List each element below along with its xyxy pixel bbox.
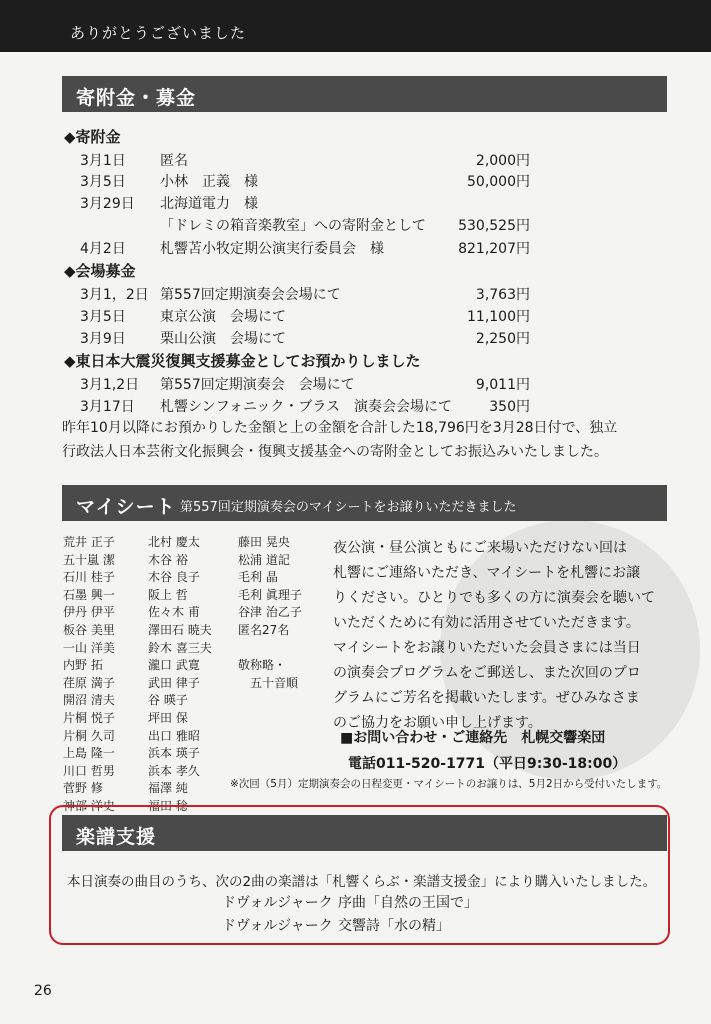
name-item: 藤田 晃央 <box>238 535 290 549</box>
work-composer: ドヴォルジャーク <box>222 895 333 911</box>
name-item: 五十嵐 潔 <box>63 552 115 567</box>
score-heading: 楽譜支援 <box>76 826 157 848</box>
row-date: 3月5日 <box>80 309 126 325</box>
row-name: 札響シンフォニック・ブラス 演奏会会場にて <box>160 399 452 415</box>
honorific-note: 敬称略・ <box>238 658 287 673</box>
page-number: 26 <box>34 983 52 999</box>
name-item: 石川 桂子 <box>63 570 115 585</box>
row-date: 3月17日 <box>80 399 135 415</box>
name-item: 阪上 哲 <box>148 587 188 602</box>
mysheet-description <box>333 536 663 736</box>
order-note: 五十音順 <box>238 675 299 690</box>
name-item: 北村 慶太 <box>148 535 200 549</box>
mysheet-note: ※次回（5月）定期演奏会の日程変更・マイシートのお譲りは、5月2日から受付いたします。 <box>230 778 668 790</box>
names-column-1 <box>63 534 115 816</box>
description-line: の演奏会プログラムをご郵送し、また次回のプロ <box>333 665 641 681</box>
donation-summary <box>62 416 662 464</box>
name-item: 澤田石 暁夫 <box>148 622 212 637</box>
row-name: 第557回定期演奏会 会場にて <box>160 377 355 393</box>
donation-section-header <box>62 76 667 112</box>
name-item: 石墨 興一 <box>63 587 115 602</box>
name-item: 佐々木 甫 <box>148 605 200 620</box>
description-line: グラムにご芳名を掲載いたします。ぜひみなさま <box>333 690 640 706</box>
name-item: 谷津 治乙子 <box>238 605 302 620</box>
description-line: マイシートをお譲りいただいた会員さまには当日 <box>333 640 641 656</box>
row-amount: 50,000円 <box>467 174 530 190</box>
mysheet-subtitle: 第557回定期演奏会のマイシートをお譲りいただきました <box>180 500 517 515</box>
name-item: 浜本 瑛子 <box>148 746 200 761</box>
name-item: 毛利 眞理子 <box>238 587 302 602</box>
summary-line: 行政法人日本芸術文化振興会・復興支援基金への寄附金としてお振込みいたしました。 <box>62 444 608 460</box>
description-line: のご協力をお願い申し上げます。 <box>333 715 542 731</box>
work-composer: ドヴォルジャーク <box>222 918 333 934</box>
name-item: 伊丹 伊平 <box>63 605 115 620</box>
row-name: 小林 正義 様 <box>160 174 258 190</box>
name-item: 神部 洋史 <box>63 798 115 813</box>
name-item: 谷 暎子 <box>148 693 188 708</box>
category-venue: ◆会場募金 <box>64 262 136 280</box>
row-name: 北海道電力 様 <box>160 196 258 212</box>
row-amount: 350円 <box>489 399 530 415</box>
name-item: 開沼 清夫 <box>63 693 115 708</box>
name-item: 武田 律子 <box>148 675 200 690</box>
name-item: 松浦 道記 <box>238 552 290 567</box>
top-banner <box>0 0 711 52</box>
category-donation: ◆寄附金 <box>64 128 121 146</box>
name-item: 福澤 純 <box>148 781 188 796</box>
row-amount: 3,763円 <box>475 287 530 303</box>
row-name: 「ドレミの箱音楽教室」への寄附金として <box>160 218 426 234</box>
name-item: 荒井 正子 <box>63 535 115 549</box>
row-amount: 11,100円 <box>467 309 530 325</box>
name-item: 浜本 孝久 <box>148 763 200 778</box>
page-banner-title: ありがとうございました <box>70 24 247 42</box>
name-item: 片桐 悦子 <box>63 710 115 725</box>
row-date: 3月9日 <box>80 331 126 347</box>
row-amount: 9,011円 <box>475 377 530 393</box>
mysheet-heading: マイシート <box>76 496 176 518</box>
names-column-3 <box>238 534 302 692</box>
description-line: いただくために有効に活用させていただきます。 <box>333 615 640 631</box>
score-section-header <box>62 815 667 851</box>
description-line: 夜公演・昼公演ともにご来場いただけない回は <box>333 540 627 556</box>
name-item <box>238 640 302 658</box>
description-line: りください。ひとりでも多くの方に演奏会を聴いて <box>333 590 655 606</box>
work-title: 序曲「自然の王国で」 <box>338 895 478 911</box>
row-date: 3月1,2日 <box>80 377 140 393</box>
names-column-2 <box>148 534 212 816</box>
row-amount: 821,207円 <box>458 241 530 257</box>
row-amount: 530,525円 <box>458 218 530 234</box>
name-item: 菅野 修 <box>63 781 103 796</box>
row-date: 3月29日 <box>80 196 135 212</box>
work-title: 交響詩「水の精」 <box>338 918 450 934</box>
name-item: 福田 稔 <box>148 798 188 813</box>
donation-heading: 寄附金・募金 <box>76 87 197 109</box>
row-date: 3月1日 <box>80 153 126 169</box>
category-relief: ◆東日本大震災復興支援募金としてお預かりしました <box>64 352 421 370</box>
mysheet-section-header <box>62 485 667 521</box>
description-line: 札響にご連絡いただき、マイシートを札響にお譲 <box>333 565 641 581</box>
name-item: 木谷 良子 <box>148 570 200 585</box>
summary-line: 昨年10月以降にお預かりした金額と上の金額を合計した18,796円を3月28日付で、独立 <box>62 420 618 436</box>
row-date: 3月5日 <box>80 174 126 190</box>
row-name: 第557回定期演奏会会場にて <box>160 287 341 303</box>
row-date: 4月2日 <box>80 241 126 257</box>
score-text: 本日演奏の曲目のうち、次の2曲の楽譜は「札響くらぶ・楽譜支援金」により購入いたしました。 <box>67 874 657 890</box>
row-date: 3月1，2日 <box>80 287 149 303</box>
name-item: 瀧口 武寛 <box>148 658 200 673</box>
row-name: 札響苫小牧定期公演実行委員会 様 <box>160 241 384 257</box>
row-amount: 2,250円 <box>475 331 530 347</box>
name-item: 毛利 晶 <box>238 570 278 585</box>
row-amount: 2,000円 <box>475 153 530 169</box>
row-name: 東京公演 会場にて <box>160 309 286 325</box>
name-item: 川口 哲男 <box>63 763 115 778</box>
name-item: 一山 洋美 <box>63 640 115 655</box>
name-item: 上島 隆一 <box>63 746 115 761</box>
row-name: 匿名 <box>160 153 188 169</box>
name-item: 鈴木 喜三夫 <box>148 640 212 655</box>
name-item: 出口 雅昭 <box>148 728 200 743</box>
name-item: 匿名27名 <box>238 622 290 637</box>
name-item: 片桐 久司 <box>63 728 115 743</box>
name-item: 坪田 保 <box>148 710 188 725</box>
name-item: 内野 拓 <box>63 658 103 673</box>
name-item: 荏原 満子 <box>63 675 115 690</box>
contact-phone: 電話011-520-1771（平日9:30-18:00） <box>348 756 627 772</box>
contact-info: ■お問い合わせ・ご連絡先 札幌交響楽団 <box>340 730 606 746</box>
name-item: 板谷 美里 <box>63 622 115 637</box>
row-name: 栗山公演 会場にて <box>160 331 286 347</box>
name-item: 木谷 裕 <box>148 552 188 567</box>
